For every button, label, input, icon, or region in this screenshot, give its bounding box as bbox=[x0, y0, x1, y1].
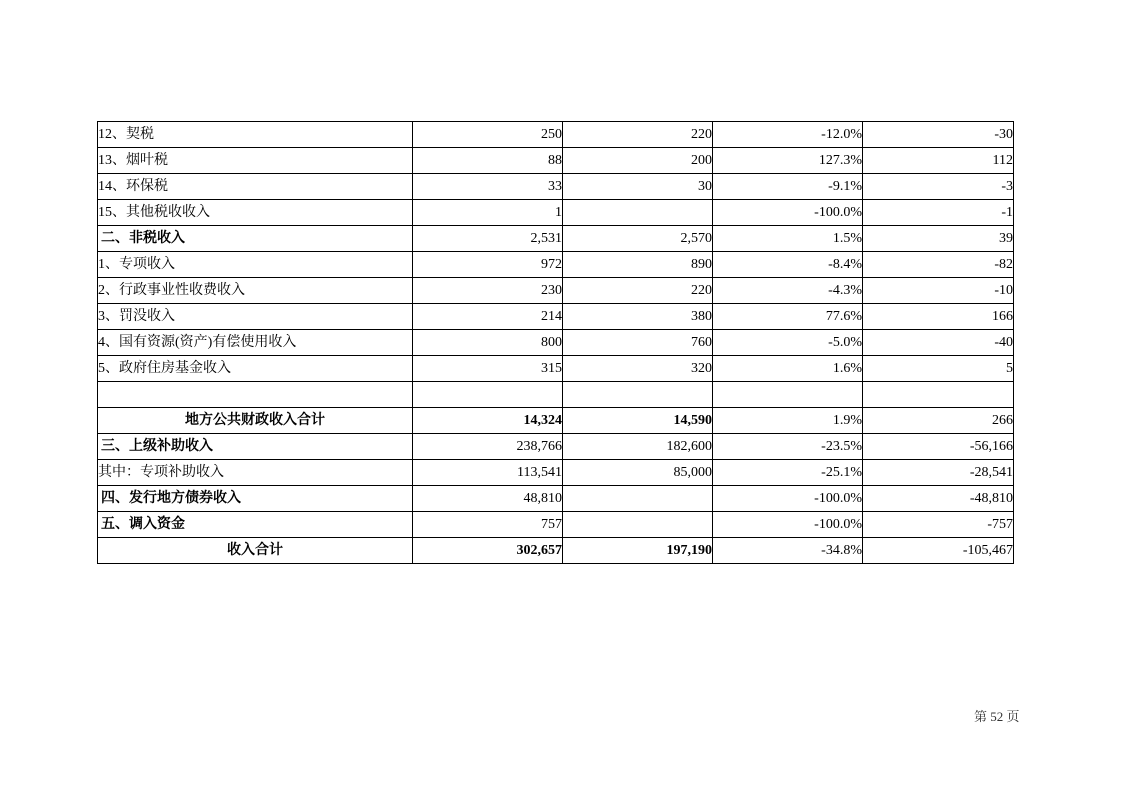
row-value: 39 bbox=[863, 226, 1014, 252]
row-value: -34.8% bbox=[713, 538, 863, 564]
table-row bbox=[98, 174, 1014, 200]
table-row bbox=[98, 538, 1014, 564]
row-label: 13、烟叶税 bbox=[98, 148, 413, 174]
row-label: 1、专项收入 bbox=[98, 252, 413, 278]
row-value: -48,810 bbox=[863, 486, 1014, 512]
row-value: -30 bbox=[863, 122, 1014, 148]
table-row bbox=[98, 226, 1014, 252]
page-number: 第 52 页 bbox=[974, 709, 1020, 724]
row-value: 1 bbox=[413, 200, 563, 226]
table-row bbox=[98, 304, 1014, 330]
row-label: 五、调入资金 bbox=[98, 512, 413, 538]
row-label: 四、发行地方债券收入 bbox=[98, 486, 413, 512]
row-label: 三、上级补助收入 bbox=[98, 434, 413, 460]
row-value: -25.1% bbox=[713, 460, 863, 486]
table-row bbox=[98, 122, 1014, 148]
row-label: 14、环保税 bbox=[98, 174, 413, 200]
row-value: -8.4% bbox=[713, 252, 863, 278]
row-value: 266 bbox=[863, 408, 1014, 434]
table-row bbox=[98, 512, 1014, 538]
row-value: 238,766 bbox=[413, 434, 563, 460]
row-value: 166 bbox=[863, 304, 1014, 330]
row-value: 14,324 bbox=[413, 408, 563, 434]
row-label: 3、罚没收入 bbox=[98, 304, 413, 330]
row-value: -40 bbox=[863, 330, 1014, 356]
row-value: 1.6% bbox=[713, 356, 863, 382]
table-row bbox=[98, 278, 1014, 304]
row-value: 85,000 bbox=[563, 460, 713, 486]
row-value: 5 bbox=[863, 356, 1014, 382]
row-value: -23.5% bbox=[713, 434, 863, 460]
row-value: 33 bbox=[413, 174, 563, 200]
row-value: 1.9% bbox=[713, 408, 863, 434]
row-value: -5.0% bbox=[713, 330, 863, 356]
row-label: 2、行政事业性收费收入 bbox=[98, 278, 413, 304]
row-value: 220 bbox=[563, 278, 713, 304]
row-value: -100.0% bbox=[713, 200, 863, 226]
row-value: 890 bbox=[563, 252, 713, 278]
table-row bbox=[98, 408, 1014, 434]
table-row bbox=[98, 434, 1014, 460]
row-value: 250 bbox=[413, 122, 563, 148]
row-value: 48,810 bbox=[413, 486, 563, 512]
row-value bbox=[413, 382, 563, 408]
row-label: 4、国有资源(资产)有偿使用收入 bbox=[98, 330, 413, 356]
row-value: -12.0% bbox=[713, 122, 863, 148]
table-row bbox=[98, 200, 1014, 226]
row-value: 127.3% bbox=[713, 148, 863, 174]
table-row bbox=[98, 356, 1014, 382]
row-value: 200 bbox=[563, 148, 713, 174]
row-value: 88 bbox=[413, 148, 563, 174]
row-value: -1 bbox=[863, 200, 1014, 226]
row-label: 收入合计 bbox=[98, 538, 413, 564]
row-label: 二、非税收入 bbox=[98, 226, 413, 252]
revenue-table bbox=[97, 121, 1014, 564]
row-value bbox=[713, 382, 863, 408]
row-value: -100.0% bbox=[713, 486, 863, 512]
row-label: 其中：专项补助收入 bbox=[98, 460, 413, 486]
row-value: -82 bbox=[863, 252, 1014, 278]
row-label: 地方公共财政收入合计 bbox=[98, 408, 413, 434]
row-value: -105,467 bbox=[863, 538, 1014, 564]
row-value: 972 bbox=[413, 252, 563, 278]
row-value: 220 bbox=[563, 122, 713, 148]
row-value: -4.3% bbox=[713, 278, 863, 304]
row-value: 30 bbox=[563, 174, 713, 200]
table-row bbox=[98, 330, 1014, 356]
row-value: 380 bbox=[563, 304, 713, 330]
row-value: 315 bbox=[413, 356, 563, 382]
row-value bbox=[563, 512, 713, 538]
row-value: 2,570 bbox=[563, 226, 713, 252]
table-row bbox=[98, 148, 1014, 174]
row-value: 2,531 bbox=[413, 226, 563, 252]
row-value: 302,657 bbox=[413, 538, 563, 564]
row-value: 757 bbox=[413, 512, 563, 538]
row-value: 113,541 bbox=[413, 460, 563, 486]
row-value: -100.0% bbox=[713, 512, 863, 538]
table-row bbox=[98, 382, 1014, 408]
row-label: 5、政府住房基金收入 bbox=[98, 356, 413, 382]
table-row bbox=[98, 460, 1014, 486]
row-value bbox=[563, 486, 713, 512]
row-value: 197,190 bbox=[563, 538, 713, 564]
table-row bbox=[98, 486, 1014, 512]
row-value: 182,600 bbox=[563, 434, 713, 460]
row-value: 800 bbox=[413, 330, 563, 356]
row-value: 14,590 bbox=[563, 408, 713, 434]
row-value: 77.6% bbox=[713, 304, 863, 330]
row-label: 12、契税 bbox=[98, 122, 413, 148]
table-row bbox=[98, 252, 1014, 278]
row-value: -757 bbox=[863, 512, 1014, 538]
row-value: 230 bbox=[413, 278, 563, 304]
row-value bbox=[863, 382, 1014, 408]
row-value: -56,166 bbox=[863, 434, 1014, 460]
row-value: -3 bbox=[863, 174, 1014, 200]
row-value: 1.5% bbox=[713, 226, 863, 252]
row-label: 15、其他税收收入 bbox=[98, 200, 413, 226]
row-value: -9.1% bbox=[713, 174, 863, 200]
row-value bbox=[563, 200, 713, 226]
revenue-table-body bbox=[98, 122, 1014, 564]
row-value bbox=[563, 382, 713, 408]
row-value: -10 bbox=[863, 278, 1014, 304]
row-label bbox=[98, 382, 413, 408]
row-value: -28,541 bbox=[863, 460, 1014, 486]
row-value: 320 bbox=[563, 356, 713, 382]
row-value: 112 bbox=[863, 148, 1014, 174]
row-value: 760 bbox=[563, 330, 713, 356]
row-value: 214 bbox=[413, 304, 563, 330]
